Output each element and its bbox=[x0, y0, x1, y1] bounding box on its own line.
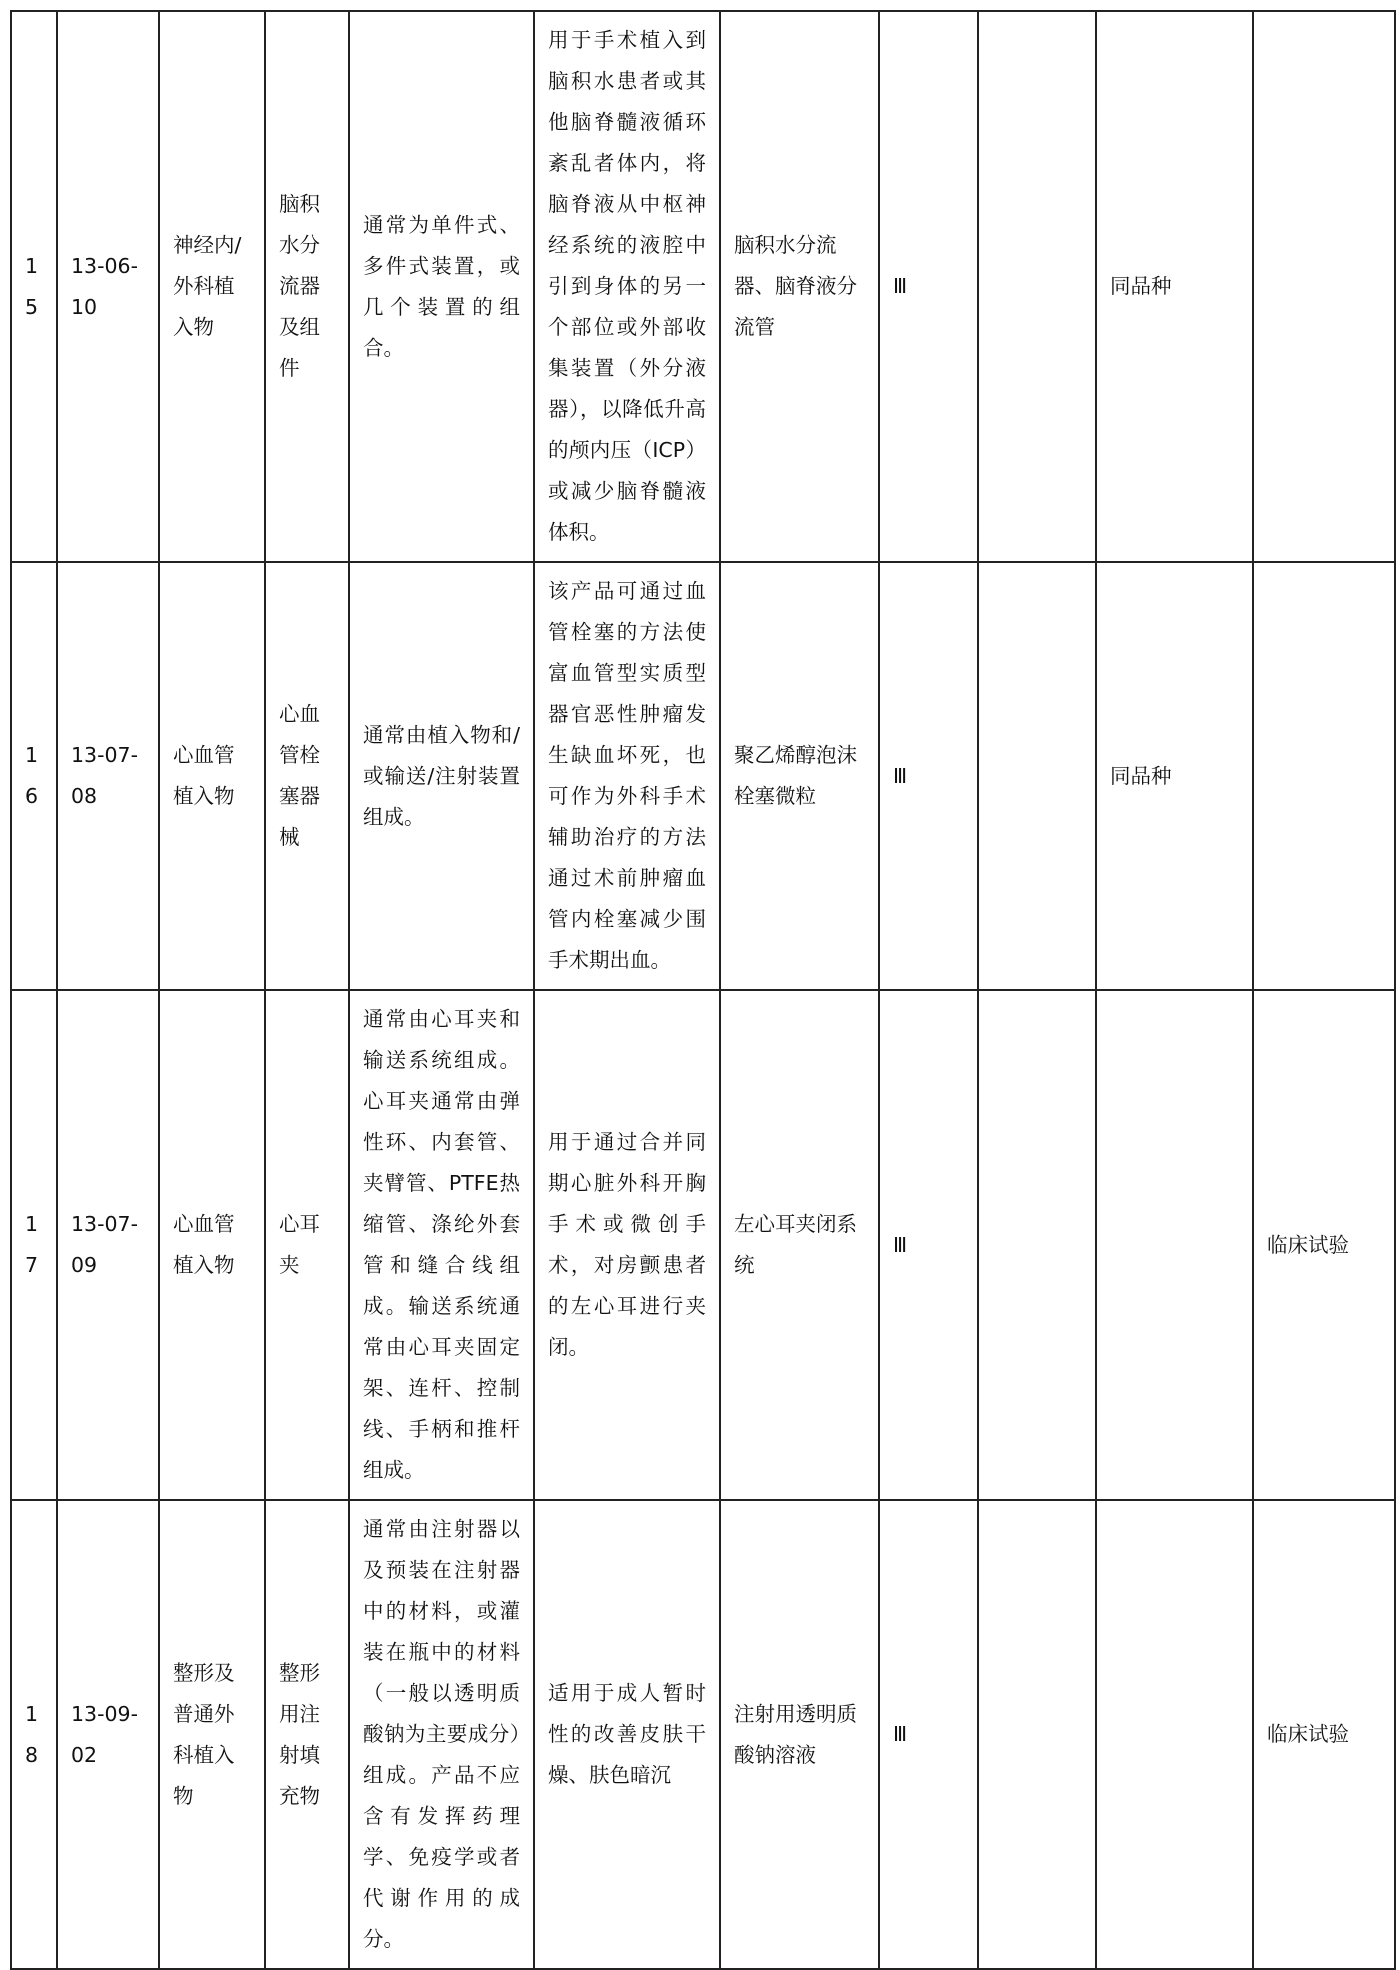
clinical-trial: 临床试验 bbox=[1253, 1500, 1395, 1969]
catalog-table bbox=[10, 10, 1396, 1970]
product-name: 聚乙烯醇泡沫栓塞微粒 bbox=[720, 562, 879, 990]
product-name: 左心耳夹闭系统 bbox=[720, 990, 879, 1500]
cell-col9 bbox=[978, 562, 1096, 990]
product-category: 心耳夹 bbox=[265, 990, 349, 1500]
table-row bbox=[11, 562, 1395, 990]
product-description: 通常由心耳夹和输送系统组成。心耳夹通常由弹性环、内套管、夹臂管、PTFE热缩管、涤纶外套管和缝合线组成。输送系统通常由心耳夹固定架、连杆、控制线、手柄和推杆组成。 bbox=[349, 990, 534, 1500]
category-name: 神经内/外科植入物 bbox=[159, 11, 265, 562]
intended-use: 用于手术植入到脑积水患者或其他脑脊髓液循环紊乱者体内，将脑脊液从中枢神经系统的液腔中引到身体的另一个部位或外部收集装置（外分液器），以降低升高的颅内压（ICP）或减少脑脊髓液体积。 bbox=[534, 11, 720, 562]
clinical-trial bbox=[1253, 562, 1395, 990]
category-name: 心血管植入物 bbox=[159, 562, 265, 990]
category-code: 13-07-08 bbox=[57, 562, 159, 990]
clinical-trial: 临床试验 bbox=[1253, 990, 1395, 1500]
category-code: 13-09-02 bbox=[57, 1500, 159, 1969]
cell-col9 bbox=[978, 990, 1096, 1500]
evaluation-path: 同品种 bbox=[1096, 11, 1253, 562]
row-number: 18 bbox=[11, 1500, 57, 1969]
product-name: 脑积水分流器、脑脊液分流管 bbox=[720, 11, 879, 562]
category-code: 13-06-10 bbox=[57, 11, 159, 562]
cell-col9 bbox=[978, 1500, 1096, 1969]
row-number: 15 bbox=[11, 11, 57, 562]
category-name: 心血管植入物 bbox=[159, 990, 265, 1500]
table-row bbox=[11, 11, 1395, 562]
management-class: Ⅲ bbox=[879, 11, 978, 562]
product-name: 注射用透明质酸钠溶液 bbox=[720, 1500, 879, 1969]
cell-col9 bbox=[978, 11, 1096, 562]
intended-use: 用于通过合并同期心脏外科开胸手术或微创手术，对房颤患者的左心耳进行夹闭。 bbox=[534, 990, 720, 1500]
evaluation-path bbox=[1096, 1500, 1253, 1969]
product-category: 心血管栓塞器械 bbox=[265, 562, 349, 990]
product-category: 整形用注射填充物 bbox=[265, 1500, 349, 1969]
table-row bbox=[11, 1500, 1395, 1969]
evaluation-path: 同品种 bbox=[1096, 562, 1253, 990]
management-class: Ⅲ bbox=[879, 562, 978, 990]
row-number: 16 bbox=[11, 562, 57, 990]
product-description: 通常由注射器以及预装在注射器中的材料，或灌装在瓶中的材料（一般以透明质酸钠为主要成分）组成。产品不应含有发挥药理学、免疫学或者代谢作用的成分。 bbox=[349, 1500, 534, 1969]
row-number: 17 bbox=[11, 990, 57, 1500]
product-category: 脑积水分流器及组件 bbox=[265, 11, 349, 562]
intended-use: 该产品可通过血管栓塞的方法使富血管型实质型器官恶性肿瘤发生缺血坏死，也可作为外科手术辅助治疗的方法通过术前肿瘤血管内栓塞减少围手术期出血。 bbox=[534, 562, 720, 990]
category-code: 13-07-09 bbox=[57, 990, 159, 1500]
management-class: Ⅲ bbox=[879, 1500, 978, 1969]
product-description: 通常为单件式、多件式装置，或几个装置的组合。 bbox=[349, 11, 534, 562]
intended-use: 适用于成人暂时性的改善皮肤干燥、肤色暗沉 bbox=[534, 1500, 720, 1969]
management-class: Ⅲ bbox=[879, 990, 978, 1500]
clinical-trial bbox=[1253, 11, 1395, 562]
product-description: 通常由植入物和/或输送/注射装置组成。 bbox=[349, 562, 534, 990]
evaluation-path bbox=[1096, 990, 1253, 1500]
table-row bbox=[11, 990, 1395, 1500]
category-name: 整形及普通外科植入物 bbox=[159, 1500, 265, 1969]
